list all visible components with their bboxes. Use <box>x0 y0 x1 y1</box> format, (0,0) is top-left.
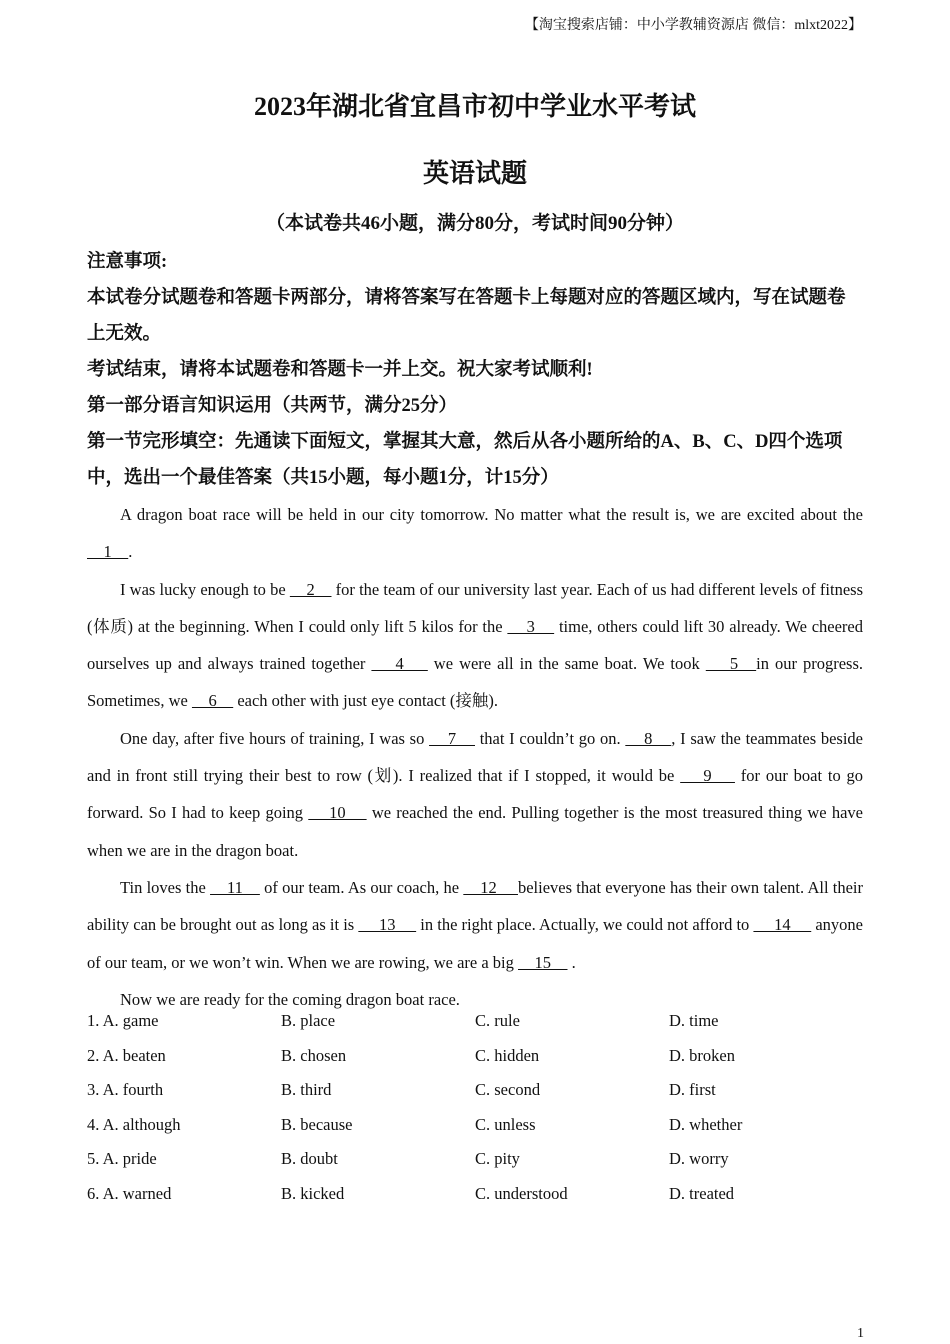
notice-line-2: 考试结束，请将本试题卷和答题卡一并上交。祝大家考试顺利! <box>87 360 593 380</box>
question-3-options: 3. A. fourth B. third C. second D. first <box>87 1080 716 1100</box>
question-1-options: 1. A. game B. place C. rule D. time <box>87 1011 719 1031</box>
blank-9: 9 <box>680 766 735 786</box>
paragraph-4: Tin loves the 11 of our team. As our coach, he 12 believes that everyone has their own talent. All their ability can be brought out as long as it is 13 in the right place. Actually, we could not afford to 14 anyone of our team, or we won’t win. When we are rowing, we are a big 15 . <box>87 877 864 972</box>
exam-title: 2023年湖北省宜昌市初中学业水平考试 <box>253 92 696 121</box>
question-5-options: 5. A. pride B. doubt C. pity D. worry <box>87 1149 729 1169</box>
blank-8: 8 <box>625 728 672 748</box>
notice-line-1: 本试卷分试题卷和答题卡两部分，请将答案写在答题卡上每题对应的答题区域内，写在试题卷上无效。 <box>87 288 846 344</box>
paragraph-2: I was lucky enough to be 2 for the team of our university last year. Each of us had different levels of fitness (体质) at the beginning. When I could only lift 5 kilos for the 3 time, others could lift 30 already. We cheered ourselves up and always trained together 4 we were all in the same boat. We took 5 in our progress. Sometimes, we 6 each other with just eye contact (接触). <box>87 579 864 711</box>
blank-3: 3 <box>507 616 555 636</box>
blank-2: 2 <box>289 579 332 599</box>
blank-1: 1 <box>87 542 129 562</box>
blank-5: 5 <box>705 654 757 674</box>
exam-info: （本试卷共46小题，满分80分，考试时间90分钟） <box>265 213 684 234</box>
section-1-instructions: 第一节完形填空：先通读下面短文，掌握其大意，然后从各小题所给的A、B、C、D四个选项中，选出一个最佳答案（共15小题，每小题1分，计15分） <box>87 432 843 488</box>
paragraph-1: A dragon boat race will be held in our city tomorrow. No matter what the result is, we are excited about the 1 . <box>87 505 863 562</box>
part-1-heading: 第一部分语言知识运用（共两节，满分25分） <box>87 396 458 416</box>
paragraph-5: Now we are ready for the coming dragon boat race. <box>120 989 460 1009</box>
blank-6: 6 <box>191 691 234 711</box>
question-2-options: 2. A. beaten B. chosen C. hidden D. broken <box>87 1045 735 1065</box>
notice-heading: 注意事项: <box>87 252 168 272</box>
blank-4: 4 <box>371 654 428 674</box>
blank-12: 12 <box>463 877 518 897</box>
blank-15: 15 <box>518 952 568 972</box>
question-6-options: 6. A. warned B. kicked C. understood D. treated <box>87 1183 735 1203</box>
blank-10: 10 <box>308 803 367 823</box>
blank-11: 11 <box>210 877 260 897</box>
question-4-options: 4. A. although B. because C. unless D. whether <box>87 1114 743 1134</box>
blank-13: 13 <box>358 915 417 935</box>
page-number: 1 <box>857 1326 864 1341</box>
notice-section <box>87 244 863 496</box>
blank-7: 7 <box>429 728 475 748</box>
paragraph-3: One day, after five hours of training, I was so 7 that I couldn’t go on. 8 , I saw the teammates beside and in front still trying their best to row (划). I realized that if I stopped, it would be 9 for our boat to go forward. So I had to keep going 10 we reached the end. Pulling together is the most treasured thing we have when we are in the dragon boat. <box>87 728 864 860</box>
cloze-passage <box>87 496 863 1018</box>
shop-info: 【淘宝搜索店铺：中小学教辅资源店 微信：mlxt2022】 <box>524 18 862 33</box>
subject-title: 英语试题 <box>422 159 527 188</box>
blank-14: 14 <box>753 915 812 935</box>
answer-options <box>87 1004 863 1211</box>
